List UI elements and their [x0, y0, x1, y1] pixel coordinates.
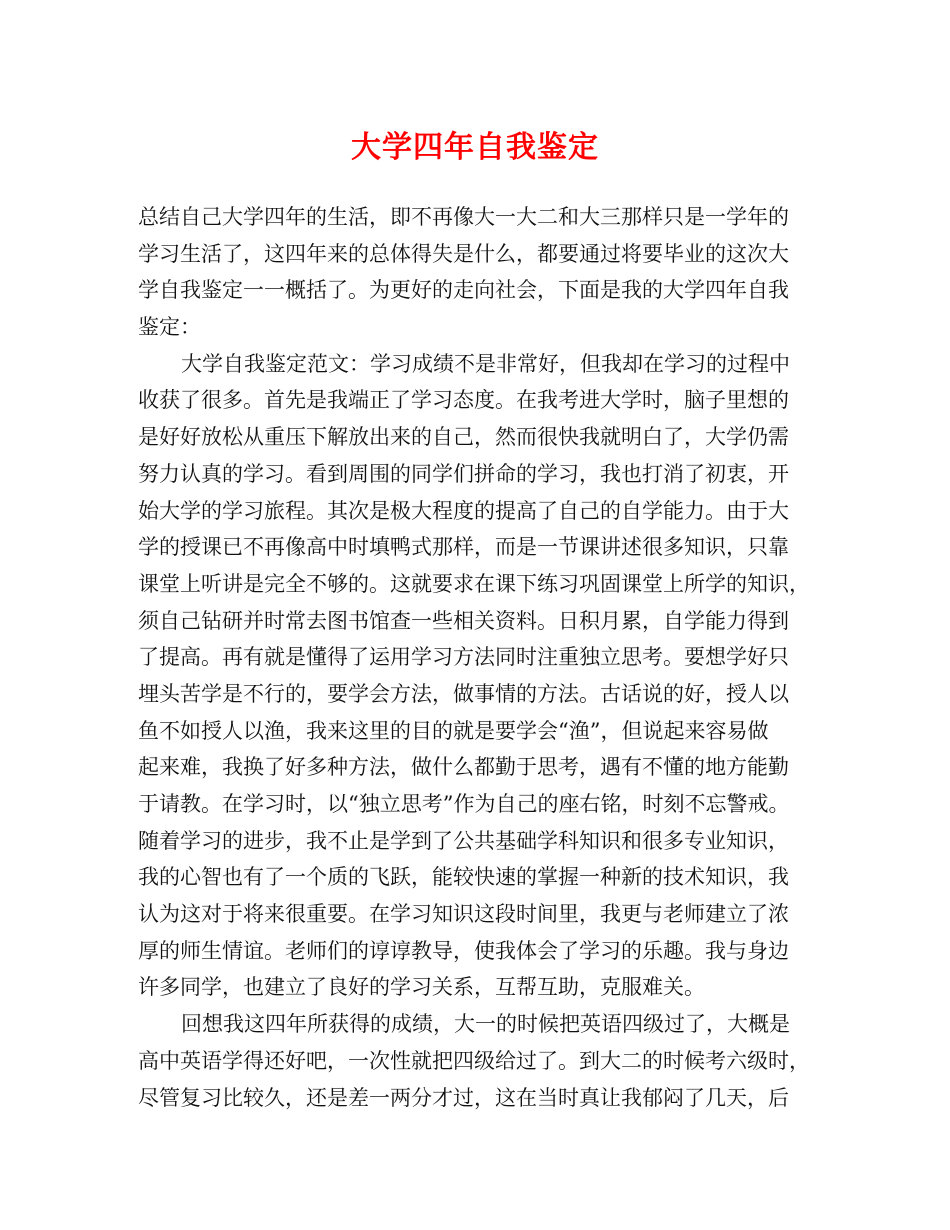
text-line: 起来难，我换了好多种方法，做什么都勤于思考，遇有不懂的地方能勤	[138, 755, 789, 780]
text-line: 课堂上听讲是完全不够的。这就要求在课下练习巩固课堂上所学的知识，	[138, 571, 810, 596]
text-line: 了提高。再有就是懂得了运用学习方法同时注重独立思考。要想学好只	[138, 645, 789, 670]
text-line: 鉴定：	[138, 315, 201, 340]
text-line: 努力认真的学习。看到周围的同学们拼命的学习，我也打消了初衷，开	[138, 461, 789, 486]
text-line: 高中英语学得还好吧，一次性就把四级给过了。到大二的时候考六级时，	[138, 1048, 810, 1073]
text-line: 埋头苦学是不行的，要学会方法，做事情的方法。古话说的好，授人以	[138, 681, 789, 706]
text-line: 总结自己大学四年的生活，即不再像大一大二和大三那样只是一学年的	[138, 205, 789, 229]
text-line: 始大学的学习旅程。其次是极大程度的提高了自己的自学能力。由于大	[138, 498, 789, 523]
text-line: 我的心智也有了一个质的飞跃，能较快速的掌握一种新的技术知识，我	[138, 865, 789, 890]
text-line: 厚的师生情谊。老师们的谆谆教导，使我体会了学习的乐趣。我与身边	[138, 938, 789, 963]
text-line: 随着学习的进步，我不止是学到了公共基础学科知识和很多专业知识，	[138, 828, 789, 853]
document-title: 大学四年自我鉴定	[351, 130, 599, 165]
text-line: 学的授课已不再像高中时填鸭式那样，而是一节课讲述很多知识，只靠	[138, 535, 789, 560]
text-line: 学习生活了，这四年来的总体得失是什么，都要通过将要毕业的这次大	[138, 241, 789, 266]
text-line: 须自己钻研并时常去图书馆查一些相关资料。日积月累，自学能力得到	[138, 608, 789, 633]
text-line: 认为这对于将来很重要。在学习知识这段时间里，我更与老师建立了浓	[138, 902, 789, 927]
text-line-paragraph-start: 回想我这四年所获得的成绩，大一的时候把英语四级过了，大概是	[181, 1012, 790, 1037]
text-line: 鱼不如授人以渔，我来这里的目的就是要学会“渔”，但说起来容易做	[138, 718, 769, 743]
text-line: 是好好放松从重压下解放出来的自己，然而很快我就明白了，大学仍需	[138, 425, 789, 450]
text-line: 于请教。在学习时，以“独立思考”作为自己的座右铭，时刻不忘警戒。	[138, 792, 790, 816]
text-line: 学自我鉴定一一概括了。为更好的走向社会，下面是我的大学四年自我	[138, 278, 789, 303]
text-line-paragraph-start: 大学自我鉴定范文：学习成绩不是非常好，但我却在学习的过程中	[181, 351, 790, 376]
text-line: 收获了很多。首先是我端正了学习态度。在我考进大学时，脑子里想的	[138, 388, 789, 413]
text-line: 尽管复习比较久，还是差一两分才过，这在当时真让我郁闷了几天，后	[138, 1085, 789, 1110]
document-body	[138, 199, 823, 1116]
text-line: 许多同学，也建立了良好的学习关系，互帮互助，克服难关。	[138, 975, 705, 1000]
